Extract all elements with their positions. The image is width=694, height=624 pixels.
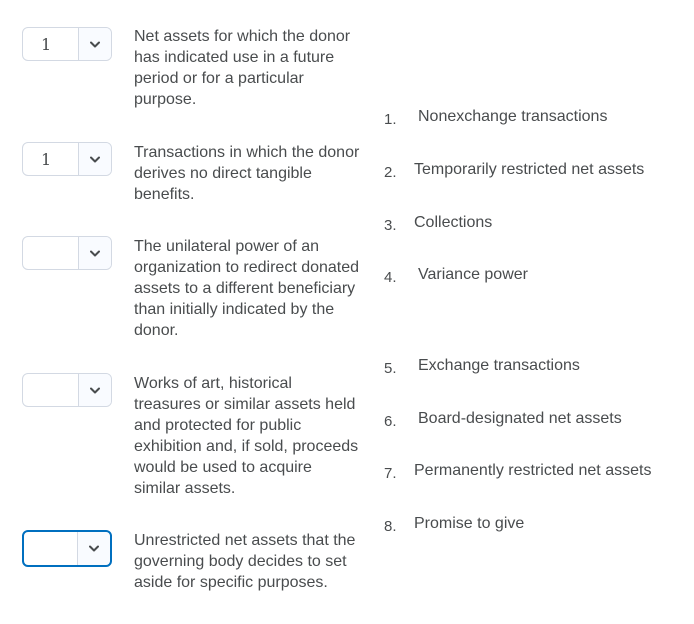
chevron-down-icon[interactable] bbox=[78, 28, 111, 60]
option-number: 8. bbox=[384, 518, 397, 535]
option-item-1 bbox=[384, 106, 608, 128]
match-select-3[interactable] bbox=[22, 236, 112, 270]
match-select-1-value: 1 bbox=[41, 34, 52, 54]
option-item-3 bbox=[384, 212, 493, 234]
match-description-3: The unilateral power of an organization to redirect donated assets to a different beneficiary than initially indicated by the donor. bbox=[134, 238, 360, 339]
match-select-4[interactable] bbox=[22, 373, 112, 407]
match-select-2[interactable] bbox=[22, 142, 112, 176]
option-number: 5. bbox=[384, 360, 397, 377]
match-description-5: Unrestricted net assets that the governing body decides to set aside for specific purposes. bbox=[134, 532, 356, 591]
match-select-3-value bbox=[23, 237, 78, 269]
option-item-8 bbox=[384, 513, 525, 535]
match-select-4-value bbox=[23, 374, 78, 406]
option-number: 7. bbox=[384, 465, 397, 482]
chevron-down-icon[interactable] bbox=[77, 532, 110, 565]
option-label: Variance power bbox=[418, 266, 528, 283]
match-description-2: Transactions in which the donor derives no direct tangible benefits. bbox=[134, 144, 360, 203]
option-item-2 bbox=[384, 159, 645, 181]
option-label: Temporarily restricted net assets bbox=[414, 161, 645, 178]
chevron-down-icon[interactable] bbox=[78, 237, 111, 269]
chevron-down-icon[interactable] bbox=[78, 143, 111, 175]
match-select-5-value bbox=[24, 532, 77, 565]
option-item-4 bbox=[384, 264, 528, 286]
option-number: 1. bbox=[384, 111, 397, 128]
option-label: Exchange transactions bbox=[418, 357, 580, 374]
option-label: Nonexchange transactions bbox=[418, 108, 608, 125]
option-item-5 bbox=[384, 355, 580, 377]
option-number: 6. bbox=[384, 413, 397, 430]
match-select-1[interactable] bbox=[22, 27, 112, 61]
match-description-4: Works of art, historical treasures or similar assets held and protected for public exhibition and, if sold, proceeds would be used to acquire similar assets. bbox=[134, 375, 359, 497]
option-item-7 bbox=[384, 460, 652, 482]
option-number: 2. bbox=[384, 164, 397, 181]
match-select-2-value: 1 bbox=[41, 149, 52, 169]
option-label: Promise to give bbox=[414, 515, 525, 532]
chevron-down-icon[interactable] bbox=[78, 374, 111, 406]
option-number: 3. bbox=[384, 217, 397, 234]
option-number: 4. bbox=[384, 269, 397, 286]
option-label: Permanently restricted net assets bbox=[414, 462, 652, 479]
option-label: Collections bbox=[414, 214, 493, 231]
match-select-5[interactable] bbox=[22, 530, 112, 567]
option-item-6 bbox=[384, 408, 622, 430]
match-description-1: Net assets for which the donor has indicated use in a future period or for a particular purpose. bbox=[134, 28, 351, 108]
option-label: Board-designated net assets bbox=[418, 410, 622, 427]
